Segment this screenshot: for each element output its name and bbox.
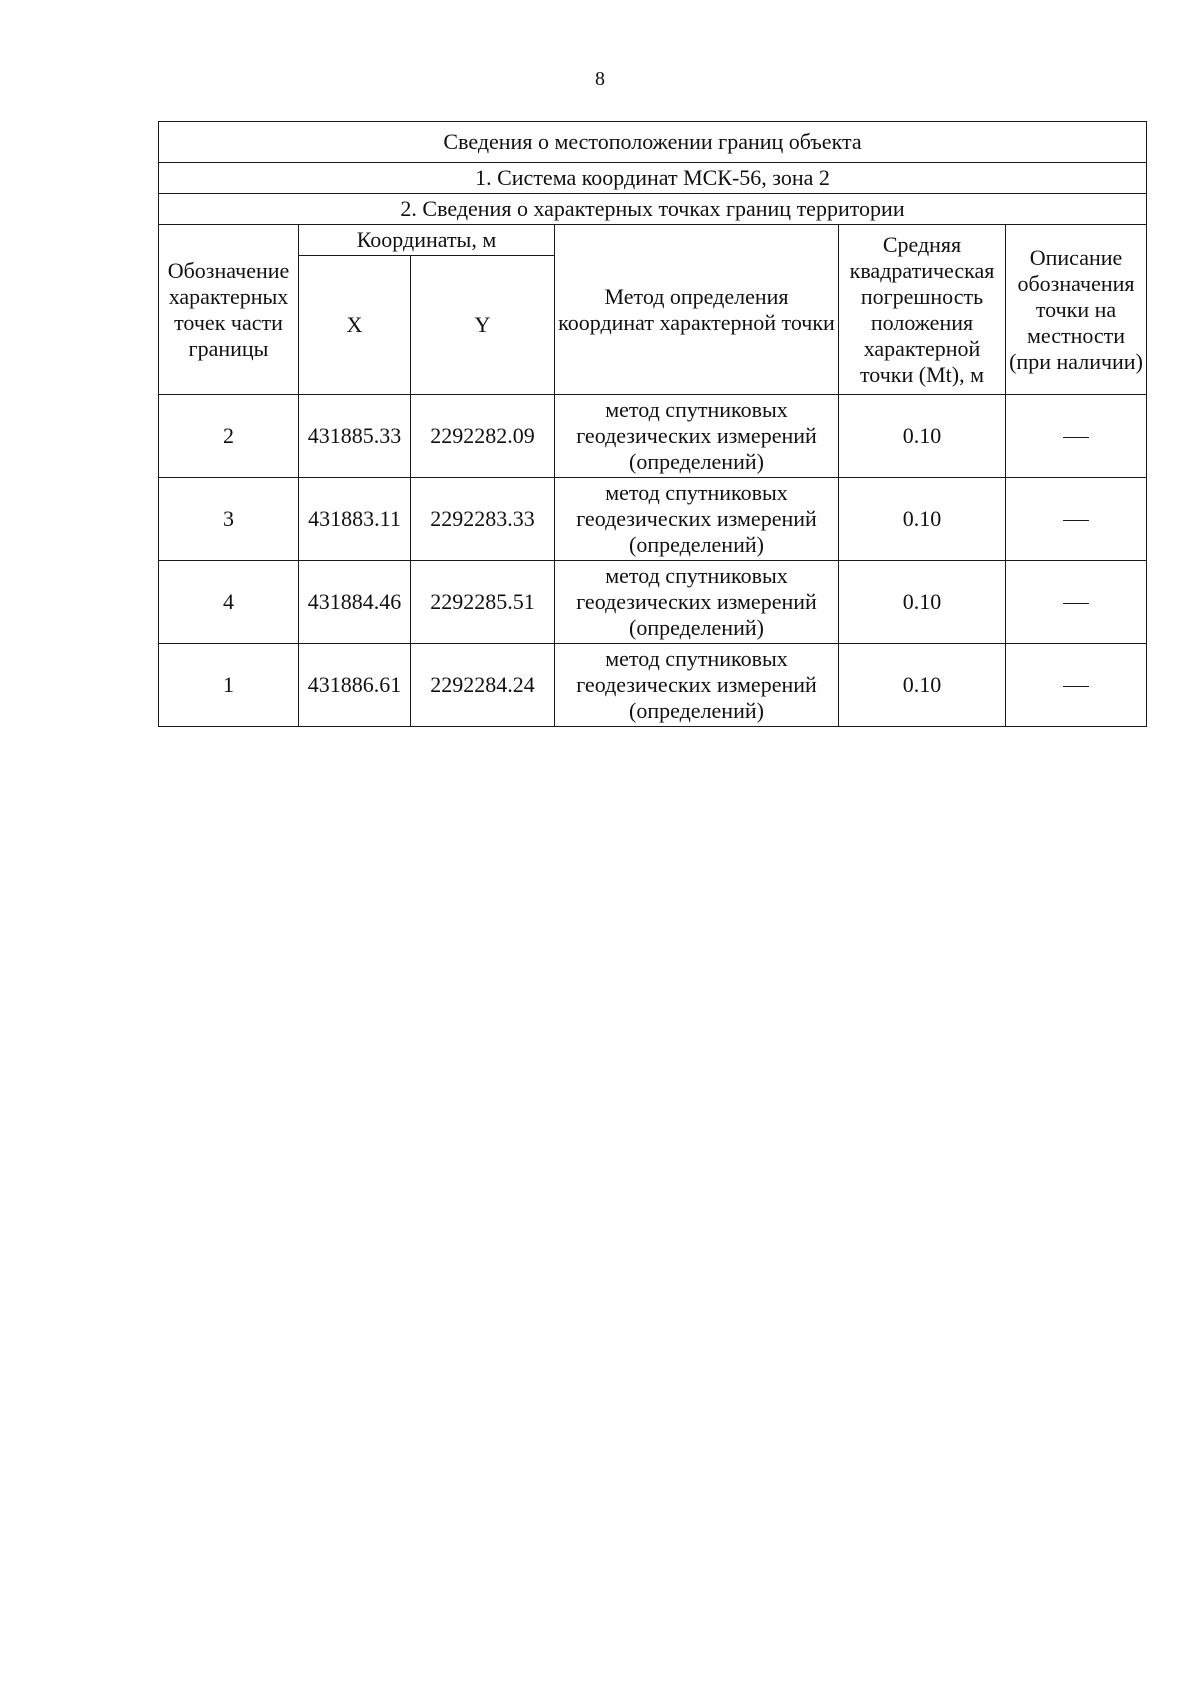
cell-method: метод спутниковых геодезических измерений (определений) — [555, 561, 839, 644]
cell-description — [1006, 478, 1147, 561]
dash-mark — [1063, 603, 1089, 604]
cell-method: метод спутниковых геодезических измерений (определений) — [555, 644, 839, 727]
dash-mark — [1063, 437, 1089, 438]
cell-x: 431884.46 — [299, 561, 411, 644]
coordinate-system-row — [159, 163, 1147, 194]
cell-x: 431886.61 — [299, 644, 411, 727]
cell-description — [1006, 561, 1147, 644]
cell-point: 2 — [159, 395, 299, 478]
cell-method: метод спутниковых геодезических измерений (определений) — [555, 478, 839, 561]
cell-description — [1006, 644, 1147, 727]
header-point-designation: Обозначение характерных точек части границы — [159, 225, 299, 395]
cell-error: 0.10 — [839, 561, 1006, 644]
header-mean-error: Средняя квадратическая погрешность положения характерной точки (Mt), м — [839, 225, 1006, 395]
cell-y: 2292282.09 — [411, 395, 555, 478]
cell-y: 2292284.24 — [411, 644, 555, 727]
table-title-row — [159, 122, 1147, 163]
cell-y: 2292283.33 — [411, 478, 555, 561]
header-description: Описание обозначения точки на местности (при наличии) — [1006, 225, 1147, 395]
points-info-row — [159, 194, 1147, 225]
points-info-text: 2. Сведения о характерных точках границ территории — [159, 194, 1147, 225]
cell-y: 2292285.51 — [411, 561, 555, 644]
cell-point: 4 — [159, 561, 299, 644]
header-y: Y — [411, 256, 555, 395]
cell-error: 0.10 — [839, 478, 1006, 561]
table-title: Сведения о местоположении границ объекта — [159, 122, 1147, 163]
coordinate-system-text: 1. Система координат МСК-56, зона 2 — [159, 163, 1147, 194]
header-coordinates: Координаты, м — [299, 225, 555, 256]
cell-error: 0.10 — [839, 395, 1006, 478]
header-x: X — [299, 256, 411, 395]
header-method: Метод определения координат характерной точки — [555, 225, 839, 395]
cell-method: метод спутниковых геодезических измерений (определений) — [555, 395, 839, 478]
table-row — [159, 478, 1147, 561]
cell-point: 1 — [159, 644, 299, 727]
cell-description — [1006, 395, 1147, 478]
table-row — [159, 644, 1147, 727]
dash-mark — [1063, 520, 1089, 521]
header-row-top — [159, 225, 1147, 256]
cell-point: 3 — [159, 478, 299, 561]
dash-mark — [1063, 686, 1089, 687]
table-row — [159, 561, 1147, 644]
table-row — [159, 395, 1147, 478]
cell-x: 431883.11 — [299, 478, 411, 561]
boundary-coordinates-table — [158, 121, 1147, 727]
page-number: 8 — [595, 68, 605, 90]
cell-x: 431885.33 — [299, 395, 411, 478]
cell-error: 0.10 — [839, 644, 1006, 727]
